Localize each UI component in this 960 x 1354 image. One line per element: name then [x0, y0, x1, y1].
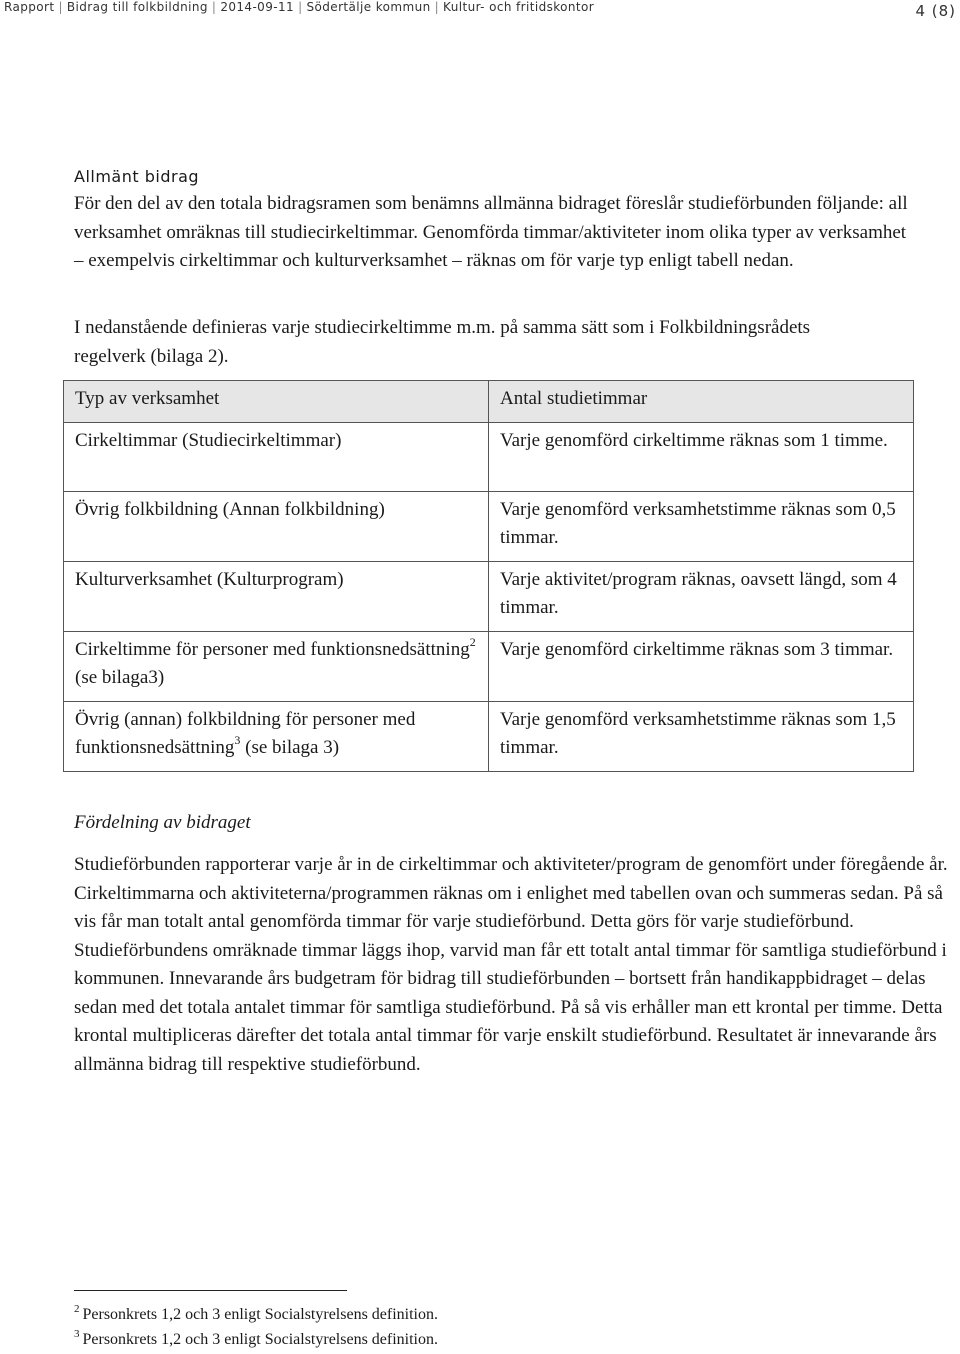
header-organisation: Södertälje kommun [306, 0, 431, 14]
header-department: Kultur- och fritidskontor [443, 0, 595, 14]
definition-paragraph: I nedanstående definieras varje studiecirkeltimme m.m. på samma sätt som i Folkbildningsrådets regelverk (bilaga 2). [74, 317, 811, 367]
activity-type-text: Övrig (annan) folkbildning för personer med funktionsnedsättning [75, 708, 416, 758]
study-hours-cell: Varje genomförd verksamhetstimme räknas som 0,5 timmar. [489, 491, 914, 561]
footnote-mark: 3 [74, 1328, 80, 1340]
table-row [64, 561, 914, 631]
section-title: Allmänt bidrag [74, 167, 200, 186]
footnote-text: Personkrets 1,2 och 3 enligt Socialstyrelsens definition. [82, 1331, 438, 1348]
table-header-row [64, 381, 914, 423]
distribution-heading: Fördelning av bidraget [74, 812, 251, 833]
activity-type-suffix: (se bilaga 3) [240, 737, 340, 758]
activity-type-cell: Cirkeltimmar (Studiecirkeltimmar) [64, 422, 489, 491]
header-subject: Bidrag till folkbildning [66, 0, 208, 14]
footnote-text: Personkrets 1,2 och 3 enligt Socialstyrelsens definition. [82, 1306, 438, 1323]
table-row [64, 701, 914, 771]
study-hours-cell: Varje genomförd verksamhetstimme räknas som 1,5 timmar. [489, 701, 914, 771]
activity-type-cell [64, 631, 489, 701]
conversion-table [63, 380, 914, 772]
footnote-divider [74, 1290, 347, 1291]
footnote [74, 1330, 438, 1350]
table-row [64, 491, 914, 561]
study-hours-cell: Varje aktivitet/program räknas, oavsett längd, som 4 timmar. [489, 561, 914, 631]
header-breadcrumb: Rapport | Bidrag till folkbildning | 2014-09-11 | Södertälje kommun | Kultur- och fritidskontor [4, 0, 595, 14]
table-row [64, 631, 914, 701]
page-header [4, 0, 956, 20]
activity-type-text: Cirkeltimme för personer med funktionsnedsättning [75, 638, 470, 660]
distribution-paragraph: Studieförbunden rapporterar varje år in de cirkeltimmar och aktiviteter/program de genomfört under föregående år. Cirkeltimmarna och aktiviteterna/programmen räknas om i enlighet med tabellen ovan och summeras sedan. På så vis får man totalt antal genomförda timmar för varje studieförbund. Detta görs för varje studieförbund. Studieförbundens omräknade timmar läggs ihop, varvid man får ett totalt antal timmar för samtliga studieförbund i kommunen. Innevarande års budgetram för bidrag till studieförbunden – bortsett från handikappbidraget – delas sedan med det totala antalet timmar för samtliga studieförbund. På så vis erhåller man ett krontal per timme. Detta krontal multipliceras därefter det totala antal timmar för varje enskilt studieförbund. Resultatet är innevarande års allmänna bidrag till respektive studieförbund. [74, 854, 948, 1075]
header-date: 2014-09-11 [220, 0, 295, 14]
activity-type-cell [64, 701, 489, 771]
page-number: 4 (8) [915, 2, 956, 20]
table-row [64, 422, 914, 491]
column-header-hours: Antal studietimmar [489, 381, 914, 423]
footnote [74, 1305, 438, 1325]
activity-type-cell: Kulturverksamhet (Kulturprogram) [64, 561, 489, 631]
study-hours-cell: Varje genomförd cirkeltimme räknas som 3 timmar. [489, 631, 914, 701]
header-doc-type: Rapport [4, 0, 55, 14]
footnote-reference: 3 [234, 733, 241, 747]
activity-type-cell: Övrig folkbildning (Annan folkbildning) [64, 491, 489, 561]
activity-type-suffix: (se bilaga3) [75, 667, 165, 688]
study-hours-cell: Varje genomförd cirkeltimme räknas som 1 timme. [489, 422, 914, 491]
intro-paragraph: För den del av den totala bidragsramen som benämns allmänna bidraget föreslår studieförbunden följande: all verksamhet omräknas till studiecirkeltimmar. Genomförda timmar/aktiviteter inom olika typer av verksamhet – exempelvis cirkeltimmar och kulturverksamhet – räknas om för varje typ enligt tabell nedan. [74, 193, 908, 271]
footnote-reference: 2 [469, 634, 476, 649]
column-header-type: Typ av verksamhet [64, 381, 489, 423]
footnote-mark: 2 [74, 1303, 80, 1315]
